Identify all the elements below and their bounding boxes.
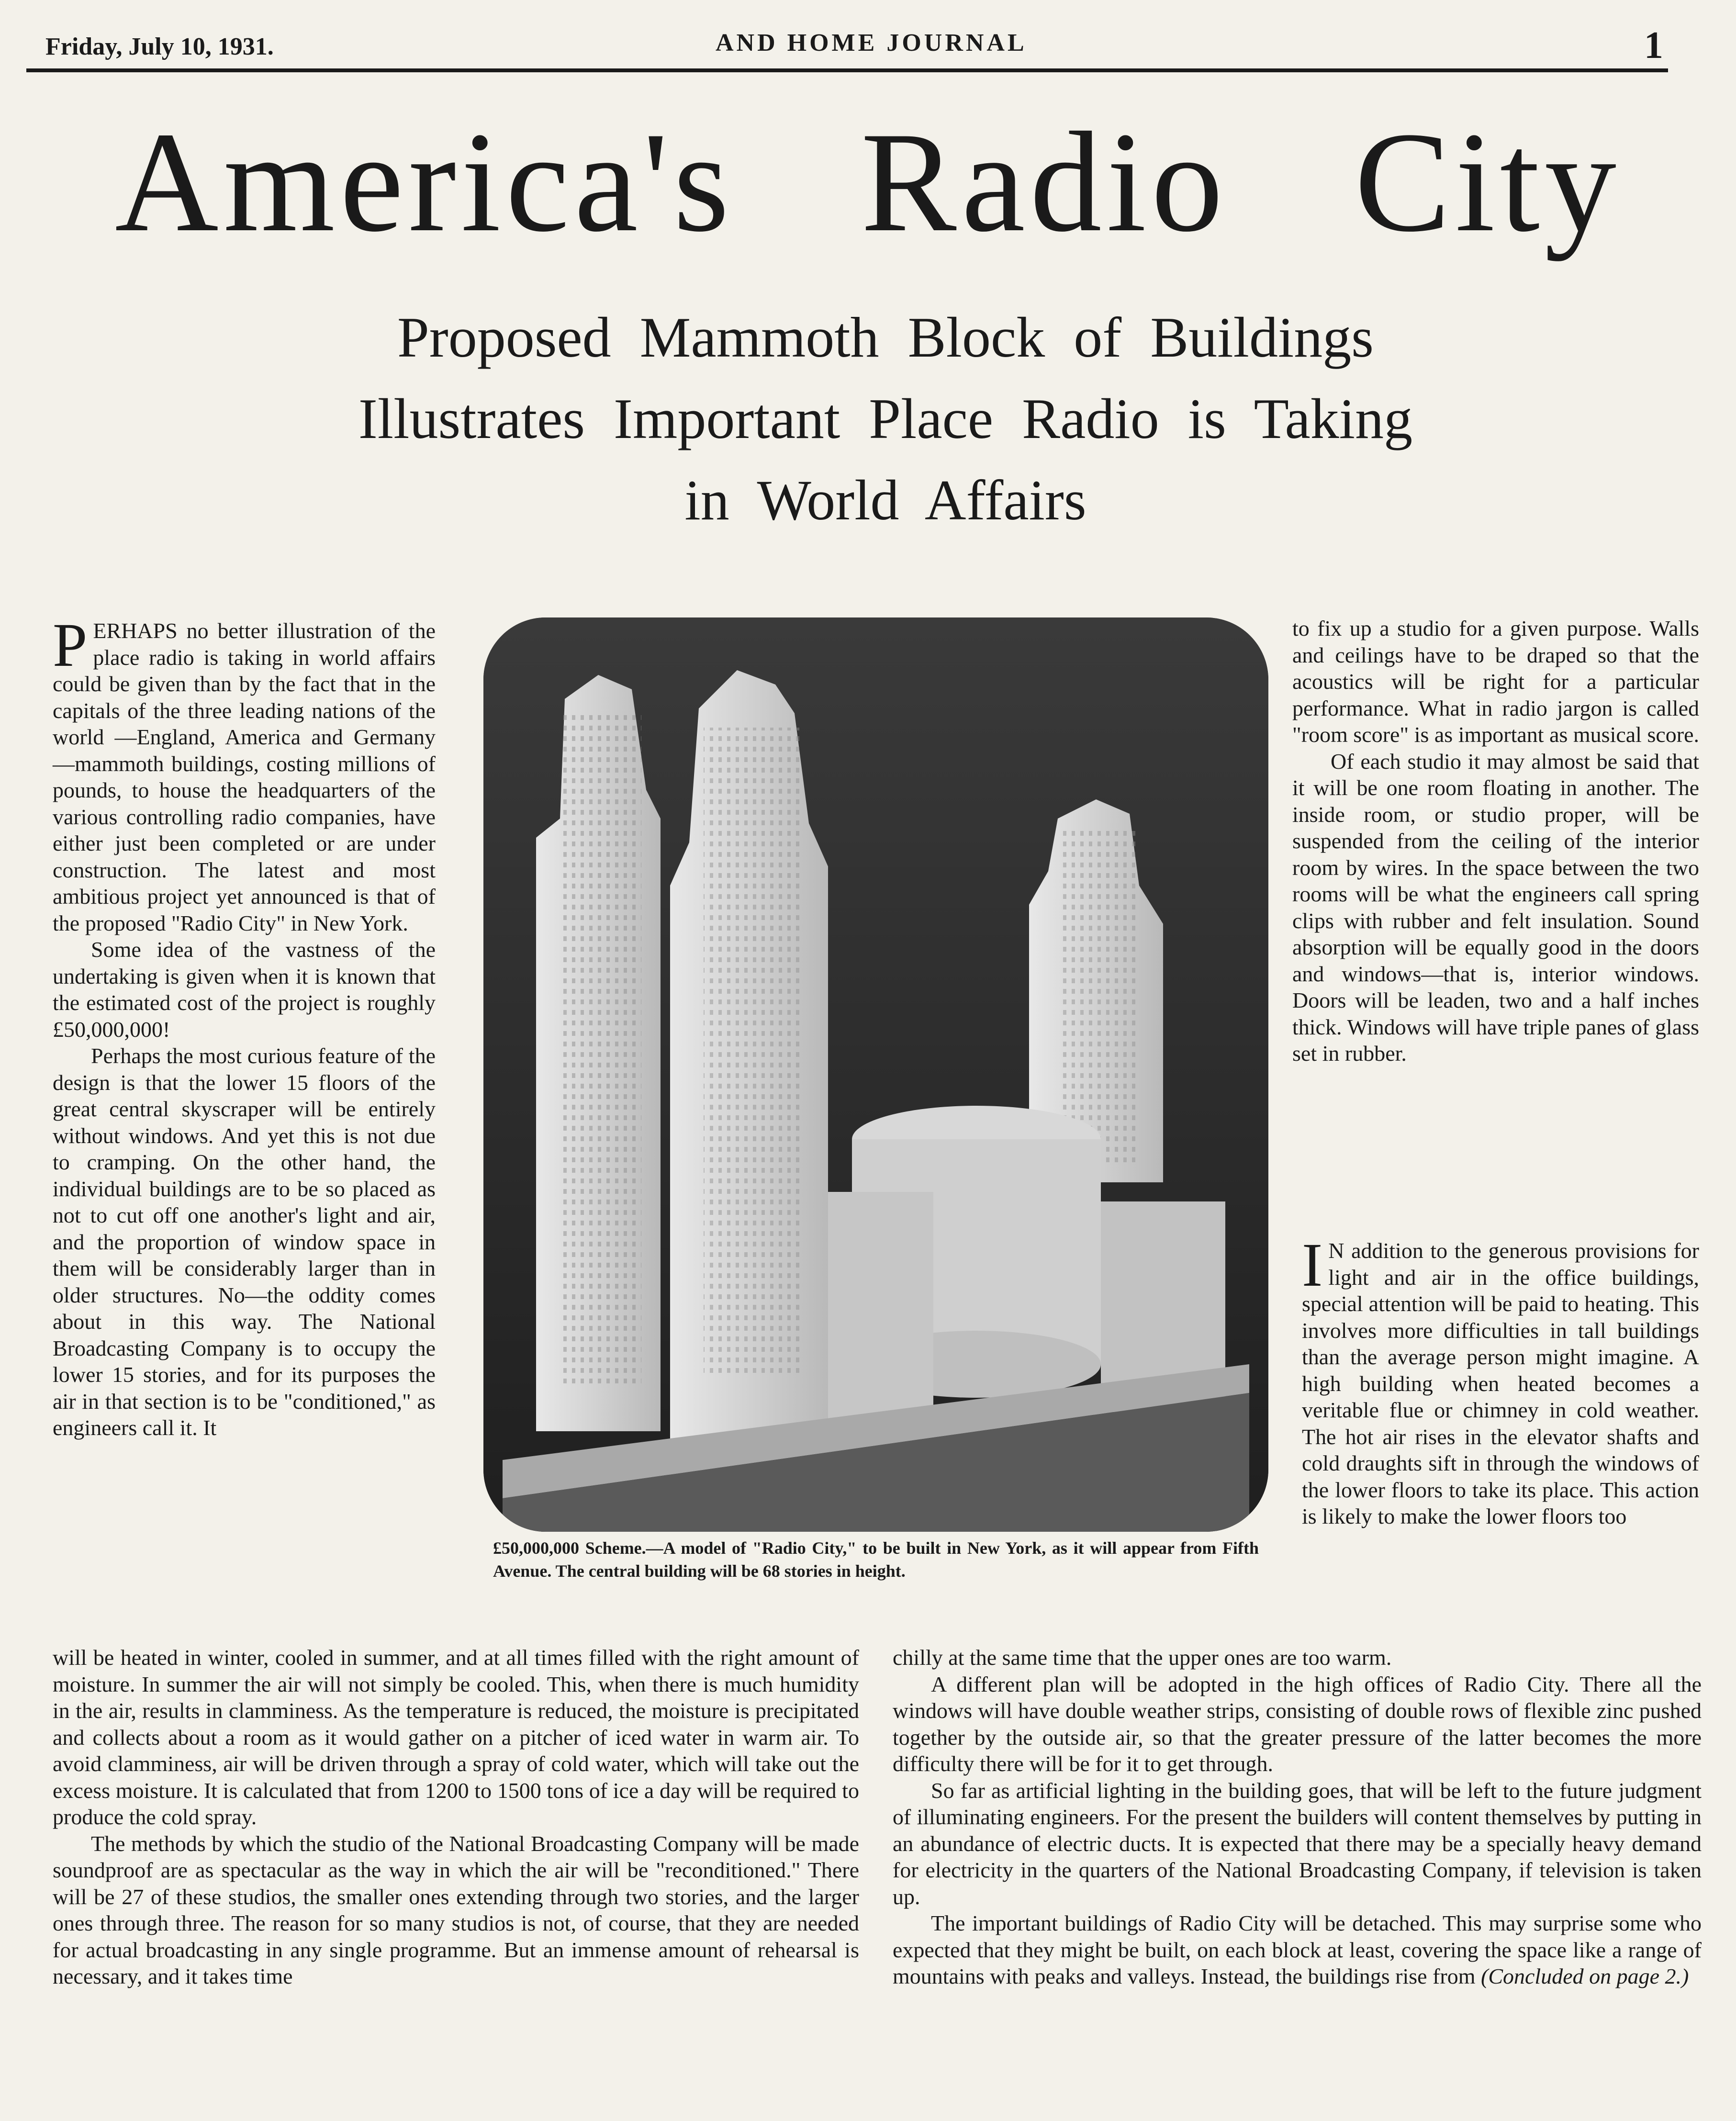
continued-note: (Concluded on page 2.) bbox=[1481, 1964, 1689, 1988]
article-column-bottom-left bbox=[53, 1644, 859, 1990]
subtitle-line: Illustrates Important Place Radio is Taking bbox=[358, 387, 1413, 450]
page-number: 1 bbox=[1644, 24, 1663, 67]
paragraph: PERHAPS no better illustration of the place radio is taking in world affairs could be given than by the fact that in the capitals of the three leading nations of the world —England, America and Germany —mammoth buildings, costing millions of pounds, to house the headquarters of the various controlling radio companies, have either just been completed or are under construction. The latest and most ambitious project yet announced is that of the proposed "Radio City" in New York. bbox=[53, 611, 436, 935]
headline-subtitle bbox=[263, 297, 1508, 541]
paragraph: Perhaps the most curious feature of the design is that the lower 15 floors of the great central skyscraper will be entirely without windows. And yet this is not due to cramping. On the other hand, the individual buildings are to be so placed as not to cut off one another's light and air, and the proportion of window space in them will be considerably larger than in older structures. No—the oddity comes about in this way. The National Broadcasting Company is to occupy the lower 15 stories, and for its purposes the air in that section is to be "conditioned," as engineers call it. It bbox=[53, 1044, 436, 1440]
drop-cap: P bbox=[53, 611, 88, 680]
issue-date: Friday, July 10, 1931. bbox=[45, 33, 274, 60]
subtitle-line: Proposed Mammoth Block of Buildings bbox=[397, 305, 1374, 369]
radio-city-model-photo bbox=[483, 617, 1268, 1532]
paragraph: The important buildings of Radio City will be detached. This may surprise some who expected that they might be built, on each block at least, covering the space like a range of mountains with peaks and valleys. Instead, the buildings rise from (Concluded on page 2.) bbox=[893, 1911, 1702, 1988]
header-rule bbox=[26, 68, 1668, 72]
paragraph: Some idea of the vastness of the undertaking is given when it is known that the estimated cost of the project is roughly £50,000,000! bbox=[53, 937, 436, 1042]
headline-title: America's Radio City bbox=[115, 102, 1621, 261]
drop-cap: I bbox=[1302, 1231, 1323, 1300]
paragraph: So far as artificial lighting in the building goes, that will be left to the future judgment of illuminating engineers. For the present the builders will content themselves by putting in an abundance of electric ducts. It is expected that there may be a specially heavy demand for electricity in the quarters of the National Broadcasting Company, if television is taken up. bbox=[893, 1778, 1702, 1909]
page-header bbox=[26, 14, 1663, 67]
journal-name: AND HOME JOURNAL bbox=[716, 29, 1027, 56]
article-column-right-top bbox=[1292, 615, 1699, 1067]
paragraph: I N addition to the generous provisions for light and air in the office buildings, special attention will be paid to heating. This involves more difficulties in tall buildings than the average person might imagine. A high building when heated becomes a veritable flue or chimney in cold weather. The hot air rises in the elevator shafts and cold draughts sift in through the windows of the lower floors to take its place. This action is likely to make the lower floors too bbox=[1302, 1231, 1699, 1528]
paragraph: chilly at the same time that the upper ones are too warm. bbox=[893, 1645, 1392, 1670]
paragraph: to fix up a studio for a given purpose. Walls and ceilings have to be draped so that the acoustics will be right for a particular performance. What in radio jargon is called "room score" is as important as musical score. bbox=[1292, 616, 1700, 747]
paragraph: A different plan will be adopted in the high offices of Radio City. There all the windows will have double weather strips, consisting of double rows of flexible zinc pushed together by the outside air, so that the greater pressure of the latter becomes the more difficulty there will be for it to get through. bbox=[893, 1672, 1702, 1776]
article-column-left bbox=[53, 611, 436, 1441]
subtitle-line: in World Affairs bbox=[684, 468, 1086, 532]
paragraph: will be heated in winter, cooled in summer, and at all times filled with the right amount of moisture. In summer the air will not simply be cooled. This, when there is much humidity in the air, results in clamminess. As the temperature is reduced, the moisture is precipitated and collects about a room as it would gather on a pitcher of iced water in warm air. To avoid clamminess, air will be driven through a spray of cold water, which will take out the excess moisture. It is calculated that from 1200 to 1500 tons of ice a day will be required to produce the cold spray. bbox=[53, 1645, 859, 1829]
paragraph: Of each studio it may almost be said that it will be one room floating in another. The inside room, or studio proper, will be suspended from the ceiling of the interior room by wires. In the space between the two rooms will be what the engineers call spring clips with rubber and felt insulation. Sound absorption will be equally good in the doors and windows—that is, interior windows. Doors will be leaden, two and a half inches thick. Windows will have triple panes of glass set in rubber. bbox=[1292, 749, 1699, 1066]
article-column-right-bottom bbox=[1302, 1231, 1699, 1530]
article-column-bottom-right bbox=[893, 1644, 1702, 1990]
paragraph: The methods by which the studio of the National Broadcasting Company will be made soundproof are as spectacular as the way in which the air will be "reconditioned." There will be 27 of these studios, the smaller ones extending through two stories, and the larger ones through three. The reason for so many studios is not, of course, that they are needed for actual broadcasting in any single programme. But an immense amount of rehearsal is necessary, and it takes time bbox=[53, 1831, 859, 1988]
photo-caption: £50,000,000 Scheme.—A model of "Radio City," to be built in New York, as it will appear from Fifth Avenue. The central building will be 68 stories in height. bbox=[493, 1538, 1259, 1581]
